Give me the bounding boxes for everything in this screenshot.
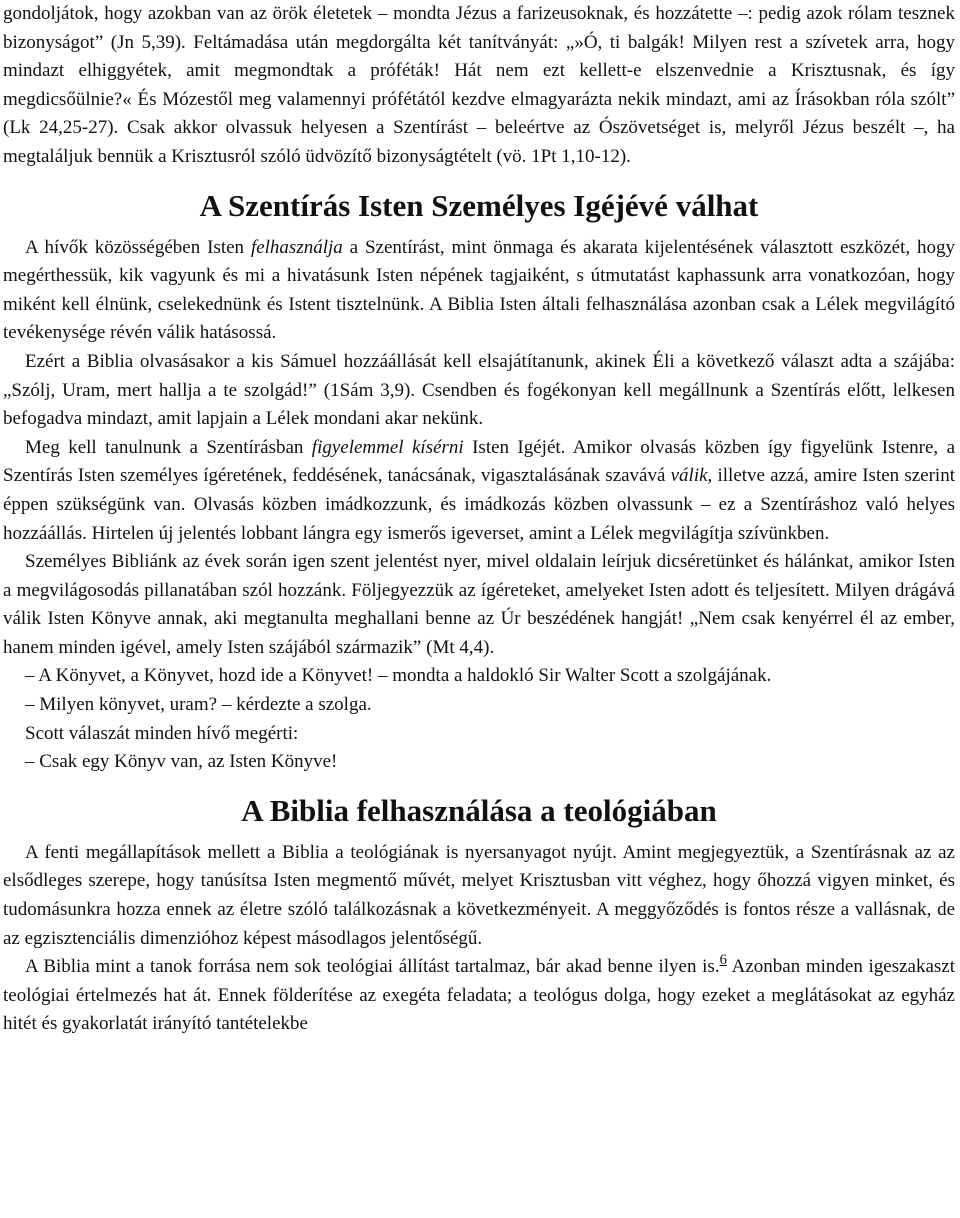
- dialog-line-1: – A Könyvet, a Könyvet, hozd ide a Könyvet! – mondta a haldokló Sir Walter Scott a szolgájának.: [25, 665, 772, 687]
- paragraph-3-text-b: Isten Igéjét. Amikor olvasás közben így figyelünk Istenre, a Szentírás Isten személyes ígéretének, feddésének, tanácsának, vigasztalásának szavává: [3, 436, 956, 487]
- dialog-line-4: – Csak egy Könyv van, az Isten Könyve!: [25, 751, 338, 773]
- paragraph-3-text-a: Meg kell tanulnunk a Szentírásban: [25, 436, 312, 458]
- paragraph-1-emphasis: felhasználja: [250, 236, 343, 258]
- paragraph-1: [3, 234, 955, 348]
- paragraph-6: [3, 953, 955, 1039]
- section-heading-personal-word: A Szentírás Isten Személyes Igéjévé válhat: [199, 187, 759, 223]
- paragraph-3-emphasis-1: figyelemmel kísérni: [311, 436, 464, 458]
- paragraph-4: Személyes Bibliánk az évek során igen szent jelentést nyer, mivel oldalain leírjuk dicséretünket és hálánkat, amikor Isten a megvilágosodás pillanatában szól hozzánk. Följegyezzük az ígéreteket, amelyeket Isten adott és teljesített. Milyen drágává válik Isten Könyve annak, aki megtanulta meghallani benne az Úr beszédének hangját! „Nem csak kenyérrel él az ember, hanem minden igével, amely Isten szájából származik” (Mt 4,4).: [3, 551, 955, 658]
- paragraph-6-text-b: Azonban minden igeszakaszt teológiai értelmezés hat át. Ennek földerítése az exegéta feladata; a teológus dolga, hogy ezeket a meglátásokat az egyház hitét és gyakorlatát irányító tantételekbe: [3, 956, 955, 1035]
- paragraph-1-text-b: a Szentírást, mint önmaga és akarata kijelentésének választott eszközét, hogy megérthessük, kik vagyunk és mi a hivatásunk Isten népének tagjaiként, s útmutatást kaphassunk arra vonatkozóan, hogy miként kell élnünk, cselekednünk és Istent tisztelnünk. A Biblia Isten általi felhasználása azonban csak a Lélek megvilágító tevékenysége révén válik hatásossá.: [3, 236, 955, 344]
- document-page: [3, 0, 955, 1039]
- paragraph-3-emphasis-2: válik,: [670, 465, 713, 487]
- paragraph-6-text-a: A Biblia mint a tanok forrása nem sok teológiai állítást tartalmaz, bár akad benne ilyen is.: [25, 956, 720, 978]
- paragraph-1-text-a: A hívők közösségében Isten: [25, 236, 251, 258]
- paragraph-5: A fenti megállapítások mellett a Biblia a teológiának is nyersanyagot nyújt. Amint megjegyeztük, a Szentírásnak az az elsődleges szerepe, hogy tanúsítsa Isten megmentő művét, melyet Krisztusban vitt véghez, hogy őhozzá vigyen minket, és tudomásunkra hozza ennek az életre szóló találkozásnak a következményeit. A meggyőződés is fontos része a vallásnak, de az egzisztenciális dimenzióhoz képest másodlagos jelentőségű.: [3, 841, 955, 949]
- paragraph-2: Ezért a Biblia olvasásakor a kis Sámuel hozzáállását kell elsajátítanunk, akinek Éli a következő választ adta a szájába: „Szólj, Uram, mert hallja a te szolgád!” (1Sám 3,9). Csendben és fogékonyan kell megállnunk a Szentírás előtt, lelkesen befogadva mindazt, amit lapjain a Lélek mondani akar nekünk.: [3, 350, 955, 430]
- section-heading-theology: A Biblia felhasználása a teológiában: [241, 792, 717, 828]
- paragraph-3: [3, 434, 955, 548]
- dialog-line-3: Scott válaszát minden hívő megérti:: [25, 722, 299, 744]
- dialog-line-2: – Milyen könyvet, uram? – kérdezte a szolga.: [25, 694, 372, 716]
- paragraph-3-text-c: illetve azzá, amire Isten szerint éppen szükségünk van. Olvasás közben imádkozzunk, és imádkozás közben olvassunk – ez a Szentíráshoz való helyes hozzáállás. Hirtelen új jelentés lobbant lángra egy ismerős igeverset, amint a Lélek megvilágítja szívünkben.: [3, 465, 955, 544]
- paragraph-continuation: gondoljátok, hogy azokban van az örök életetek – mondta Jézus a farizeusoknak, és hozzátette –: pedig azok rólam tesznek bizonyságot” (Jn 5,39). Feltámadása után megdorgálta két tanítványát: „»Ó, ti balgák! Milyen rest a szívetek arra, hogy mindazt elhiggyétek, amit megmondtak a próféták! Hát nem ezt kellett-e elszenvednie a Krisztusnak, és így megdicsőülnie?« És Mózestől meg valamennyi prófétától kezdve elmagyarázta nekik mindazt, ami az Írásokban róla szólt” (Lk 24,25-27). Csak akkor olvassuk helyesen a Szentírást – beleértve az Ószövetséget is, melyről Jézus beszélt –, ha megtaláljuk bennük a Krisztusról szóló üdvözítő bizonyságtételt (vö. 1Pt 1,10-12).: [3, 3, 955, 167]
- footnote-link-6[interactable]: 6: [719, 952, 728, 969]
